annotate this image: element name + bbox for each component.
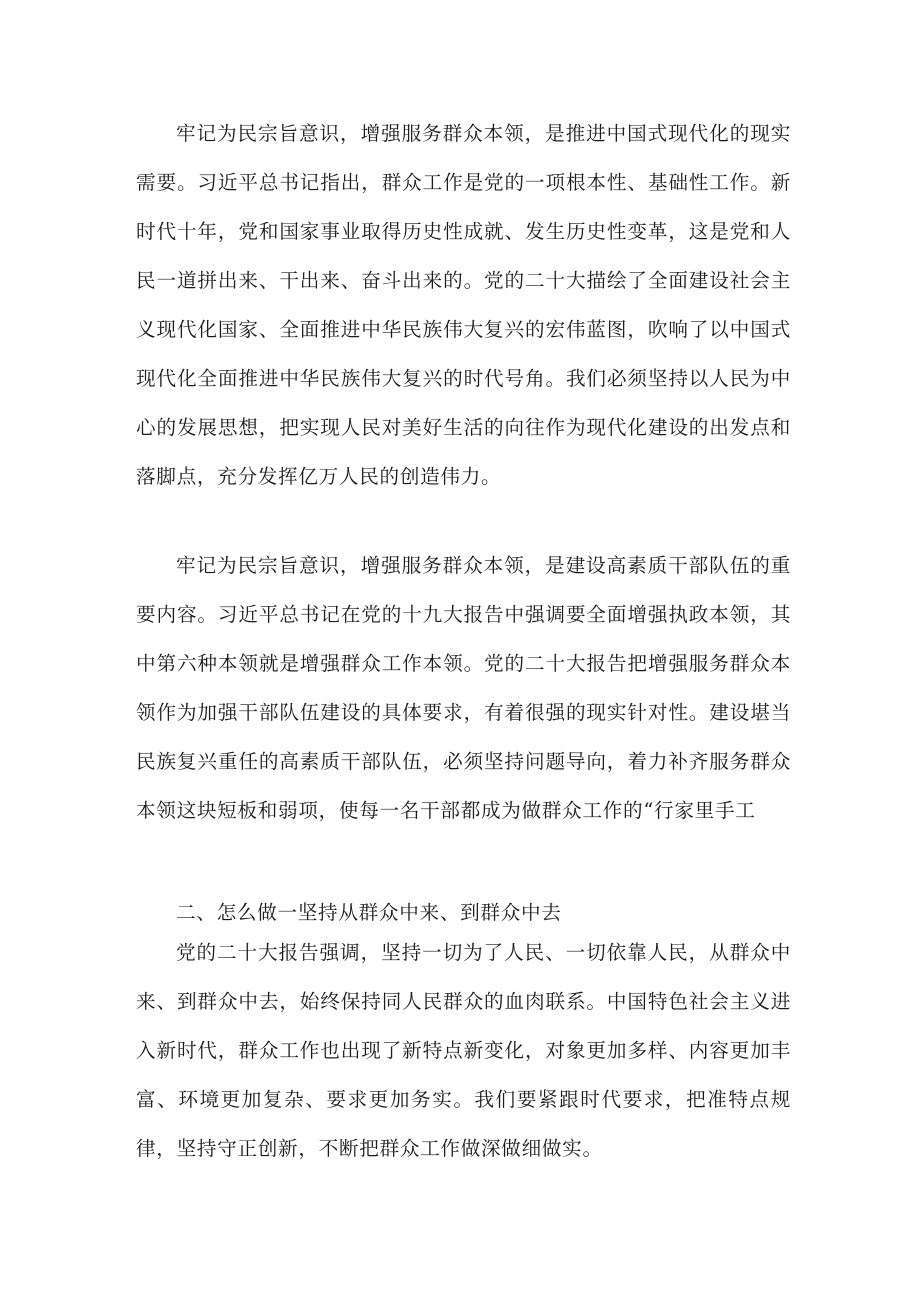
- body-paragraph-2: 牢记为民宗旨意识，增强服务群众本领，是建设高素质干部队伍的重要内容。习近平总书记在党的十九大报告中强调要全面增强执政本领，其中第六种本领就是增强群众工作本领。党的二十大报告把增强服务群众本领作为加强干部队伍建设的具体要求，有着很强的现实针对性。建设堪当民族复兴重任的高素质干部队伍，必须坚持问题导向，着力补齐服务群众本领这块短板和弱项，使每一名干部都成为做群众工作的“行家里手工: [136, 554, 791, 822]
- section-heading: 二、怎么做一坚持从群众中来、到群众中去: [176, 901, 562, 924]
- body-paragraph-1: 牢记为民宗旨意识，增强服务群众本领，是推进中国式现代化的现实需要。习近平总书记指出，群众工作是党的一项根本性、基础性工作。新时代十年，党和国家事业取得历史性成就、发生历史性变革，这是党和人民一道拼出来、干出来、奋斗出来的。党的二十大描绘了全面建设社会主义现代化国家、全面推进中华民族伟大复兴的宏伟蓝图，吹响了以中国式现代化全面推进中华民族伟大复兴的时代号角。我们必须坚持以人民为中心的发展思想，把实现人民对美好生活的向往作为现代化建设的出发点和落脚点，充分发挥亿万人民的创造伟力。: [136, 122, 791, 488]
- section-paragraph: 党的二十大报告强调，坚持一切为了人民、一切依靠人民，从群众中来、到群众中去，始终保持同人民群众的血肉联系。中国特色社会主义进入新时代，群众工作也出现了新特点新变化，对象更加多样、内容更加丰富、环境更加复杂、要求更加务实。我们要紧跟时代要求，把准特点规律，坚持守正创新，不断把群众工作做深做细做实。: [136, 941, 791, 1160]
